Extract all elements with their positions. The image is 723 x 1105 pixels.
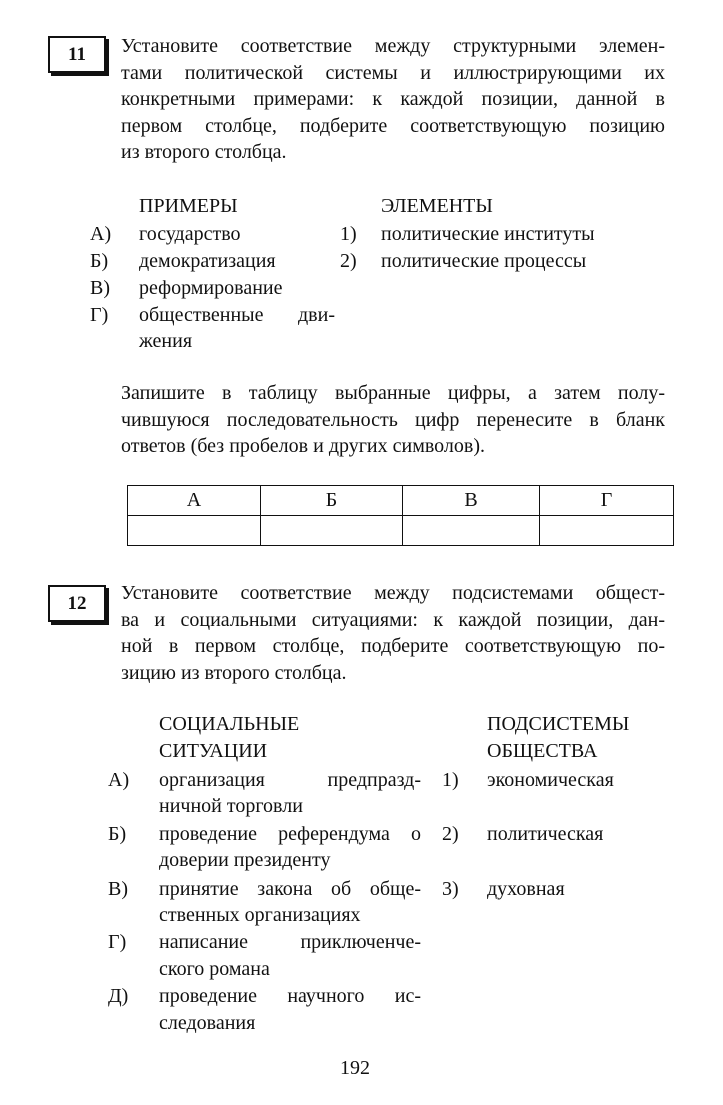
- q12-situation-letter: Д): [108, 985, 129, 1007]
- q11-line: первом столбце, подберите соответствующую позицию: [121, 114, 665, 137]
- q12-col2-header-line: ОБЩЕСТВА: [487, 740, 598, 762]
- q12-situation-text: проведение референдума о: [159, 823, 421, 845]
- q12-subsystem-number: 3): [442, 878, 459, 900]
- q11-instruction-line: Запишите в таблицу выбранные цифры, а затем полу-: [121, 382, 665, 404]
- q11-line: Установите соответствие между структурными элемен-: [121, 35, 665, 57]
- q11-element-text: политические процессы: [381, 250, 587, 272]
- q12-subsystem-text: духовная: [487, 878, 565, 900]
- q12-situation-text: ничной торговли: [159, 795, 303, 817]
- q12-situation-text: следования: [159, 1012, 256, 1034]
- q11-element-number: 1): [340, 223, 357, 245]
- q11-col1-header: ПРИМЕРЫ: [139, 195, 238, 217]
- q12-col1-header-line: СИТУАЦИИ: [159, 740, 268, 762]
- q12-situation-text: ственных организациях: [159, 904, 361, 926]
- q12-subsystem-text: экономическая: [487, 769, 614, 791]
- q12-col2-header: [487, 711, 629, 765]
- q12-situation-text: доверии президенту: [159, 849, 331, 871]
- q12-line: зицию из второго столбца.: [121, 661, 347, 684]
- q12-col1-header-line: СОЦИАЛЬНЫЕ: [159, 713, 300, 735]
- q11-answer-table-header-row: [128, 486, 674, 516]
- q11-col2-header: ЭЛЕМЕНТЫ: [381, 195, 493, 217]
- q12-situation-text: принятие закона об обще-: [159, 878, 421, 900]
- q11-answer-header-g: Г: [540, 486, 674, 516]
- q11-answer-header-b: Б: [261, 486, 403, 516]
- q12-situation-text: организация предпразд-: [159, 769, 421, 791]
- q12-situation-text: ского романа: [159, 958, 270, 980]
- q11-answer-header-a: А: [128, 486, 261, 516]
- question-11-number-box: 11: [48, 36, 106, 73]
- q12-subsystem-number: 1): [442, 769, 459, 791]
- question-11-text: [121, 33, 665, 166]
- q11-answer-table: [127, 485, 674, 546]
- q11-line: конкретными примерами: к каждой позиции, данной в: [121, 88, 665, 110]
- q11-element-text: политические институты: [381, 223, 595, 245]
- q12-situation-letter: А): [108, 769, 130, 791]
- q12-line: ва и социальными ситуациями: к каждой позиции, дан-: [121, 608, 665, 631]
- q12-col2-header-line: ПОДСИСТЕМЫ: [487, 713, 630, 735]
- q11-element-number: 2): [340, 250, 357, 272]
- q12-col1-header: [159, 711, 299, 765]
- q12-situation-letter: В): [108, 878, 128, 900]
- q11-example-text: государство: [139, 223, 241, 245]
- q11-line: тами политической системы и иллюстрирующими их: [121, 61, 665, 84]
- page-number: 192: [340, 1057, 370, 1079]
- q12-line: Установите соответствие между подсистемами общест-: [121, 582, 665, 604]
- q12-situation-letter: Г): [108, 931, 127, 953]
- q12-subsystem-number: 2): [442, 823, 459, 845]
- q11-example-letter: В): [90, 277, 110, 299]
- q12-line: ной в первом столбце, подберите соответствующую по-: [121, 635, 665, 657]
- q11-example-text: общественные дви-: [139, 304, 335, 326]
- q12-situation-letter: Б): [108, 823, 127, 845]
- q11-answer-cell-g[interactable]: [540, 516, 674, 546]
- q11-instruction: [121, 380, 665, 460]
- q12-situation-text: проведение научного ис-: [159, 985, 421, 1007]
- q12-situation-text: написание приключенче-: [159, 931, 421, 953]
- q11-example-letter: Б): [90, 250, 109, 272]
- q12-subsystem-text: политическая: [487, 823, 604, 845]
- q11-example-text: реформирование: [139, 277, 283, 299]
- q11-example-letter: А): [90, 223, 112, 245]
- q11-example-text: демократизация: [139, 250, 276, 272]
- question-12-text: [121, 580, 665, 686]
- q11-instruction-line: чившуюся последовательность цифр перенесите в бланк: [121, 408, 665, 431]
- q11-answer-header-v: В: [403, 486, 540, 516]
- q11-example-text: жения: [139, 330, 193, 352]
- q11-instruction-line: ответов (без пробелов и других символов).: [121, 435, 485, 457]
- question-12-number-box: 12: [48, 585, 106, 622]
- q11-example-letter: Г): [90, 304, 109, 326]
- q11-line: из второго столбца.: [121, 141, 287, 163]
- q11-answer-cell-a[interactable]: [128, 516, 261, 546]
- q11-answer-table-input-row: [128, 516, 674, 546]
- q11-answer-cell-b[interactable]: [261, 516, 403, 546]
- q11-answer-cell-v[interactable]: [403, 516, 540, 546]
